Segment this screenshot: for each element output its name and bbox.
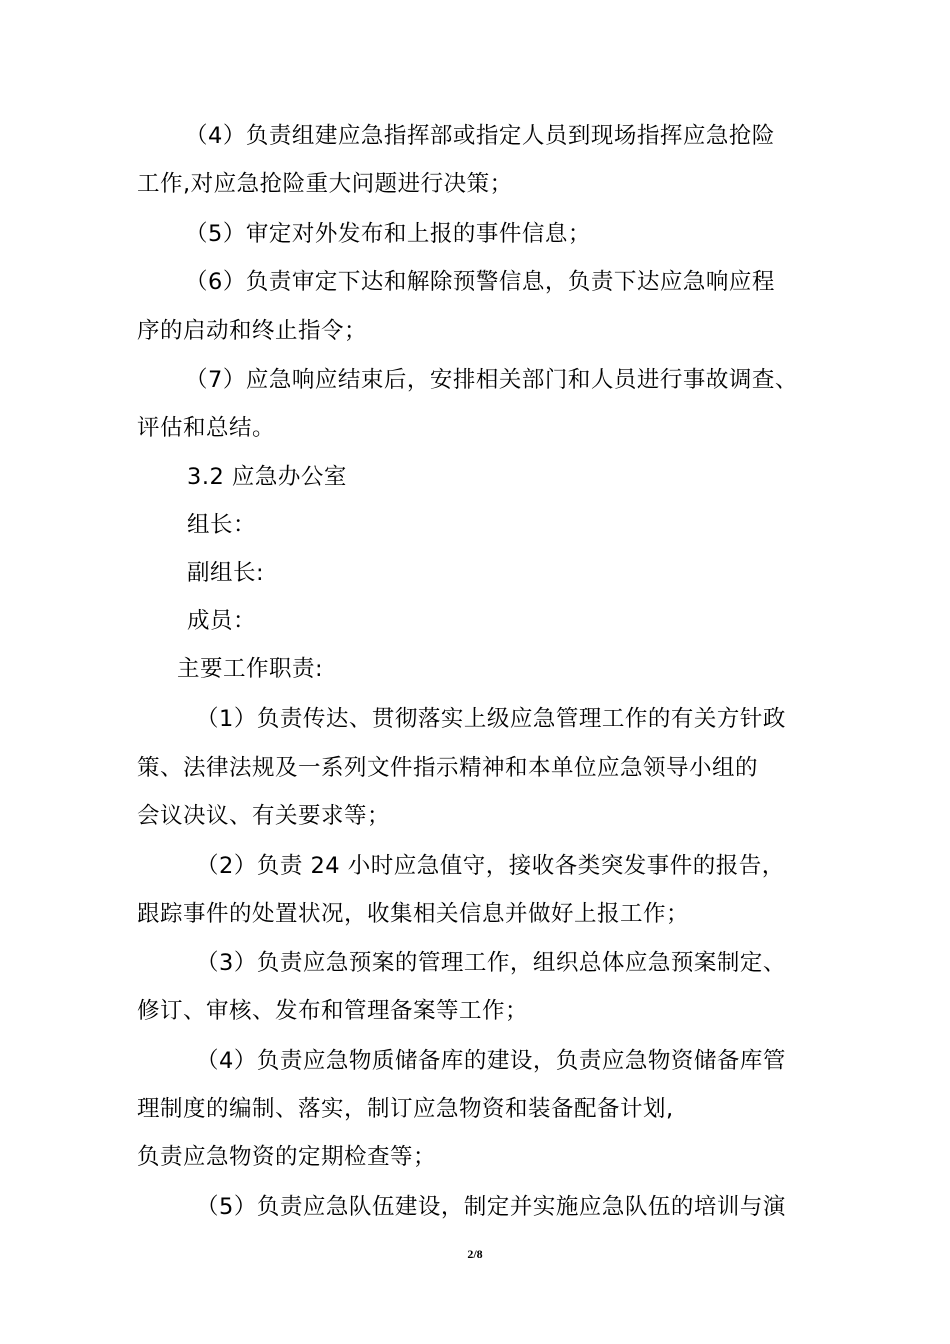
text-line: 理制度的编制、落实，制订应急物资和装备配备计划, <box>137 1096 674 1122</box>
text-line: 主要工作职责: <box>177 656 324 682</box>
text-line: （3）负责应急预案的管理工作，组织总体应急预案制定、 <box>196 950 786 976</box>
text-line: 修订、审核、发布和管理备案等工作； <box>137 998 529 1024</box>
text-line: （4）负责应急物质储备库的建设，负责应急物资储备库管 <box>196 1048 786 1074</box>
text-line: 序的启动和终止指令； <box>137 318 368 344</box>
text-line: （6）负责审定下达和解除预警信息，负责下达应急响应程 <box>185 269 775 295</box>
text-line: 策、法律法规及一系列文件指示精神和本单位应急领导小组的 <box>137 755 759 781</box>
text-line: （5）审定对外发布和上报的事件信息； <box>185 221 591 247</box>
text-line: 组长： <box>187 512 257 538</box>
text-line: （1）负责传达、贯彻落实上级应急管理工作的有关方针政 <box>196 706 786 732</box>
text-line: 成员： <box>187 608 257 634</box>
text-line: 会议决议、有关要求等； <box>137 803 391 829</box>
section-heading: 3.2 应急办公室 <box>187 464 347 490</box>
text-line: （2）负责 24 小时应急值守，接收各类突发事件的报告， <box>196 853 785 879</box>
text-line: （4）负责组建应急指挥部或指定人员到现场指挥应急抢险 <box>185 123 775 149</box>
text-line: （5）负责应急队伍建设，制定并实施应急队伍的培训与演 <box>196 1194 786 1220</box>
text-line: 评估和总结。 <box>137 415 276 441</box>
page-number: 2/8 <box>467 1247 483 1261</box>
text-line: 工作,对应急抢险重大问题进行决策； <box>137 171 513 197</box>
text-line: 副组长: <box>187 560 265 586</box>
text-line: （7）应急响应结束后，安排相关部门和人员进行事故调查、 <box>185 367 798 393</box>
text-line: 负责应急物资的定期检查等； <box>137 1144 437 1170</box>
text-line: 跟踪事件的处置状况，收集相关信息并做好上报工作； <box>137 901 690 927</box>
